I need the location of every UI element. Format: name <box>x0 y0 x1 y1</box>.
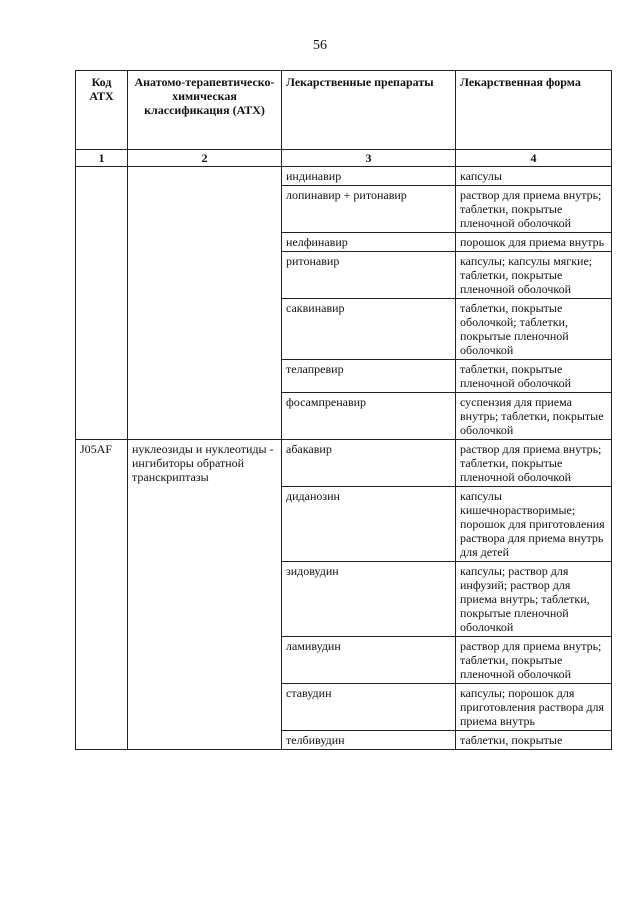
drug-name-cell: саквинавир <box>282 299 456 360</box>
drug-name-cell: индинавир <box>282 167 456 186</box>
dosage-form-cell: капсулы <box>456 167 612 186</box>
column-number: 3 <box>282 150 456 167</box>
header-dosage-form: Лекарственная форма <box>456 71 612 150</box>
drug-name-cell: диданозин <box>282 487 456 562</box>
column-number: 1 <box>76 150 128 167</box>
header-atc-classification: Анатомо-терапевтическо-химическая классификация (АТХ) <box>128 71 282 150</box>
dosage-form-cell: суспензия для приема внутрь; таблетки, покрытые оболочкой <box>456 393 612 440</box>
drug-name-cell: ставудин <box>282 684 456 731</box>
header-atc-code: Код АТХ <box>76 71 128 150</box>
atc-drug-table <box>75 70 612 750</box>
dosage-form-cell: порошок для приема внутрь <box>456 233 612 252</box>
drug-name-cell: фосампренавир <box>282 393 456 440</box>
atc-code-cell <box>76 167 128 440</box>
atc-code-cell: J05AF <box>76 440 128 750</box>
drug-name-cell: телапревир <box>282 360 456 393</box>
drug-name-cell: телбивудин <box>282 731 456 750</box>
drug-name-cell: зидовудин <box>282 562 456 637</box>
dosage-form-cell: капсулы кишечнорастворимые; порошок для приготовления раствора для приема внутрь для детей <box>456 487 612 562</box>
atc-classification-cell <box>128 167 282 440</box>
page-number: 56 <box>313 38 327 53</box>
dosage-form-cell: таблетки, покрытые <box>456 731 612 750</box>
table-row <box>76 167 612 186</box>
dosage-form-cell: таблетки, покрытые оболочкой; таблетки, покрытые пленочной оболочкой <box>456 299 612 360</box>
dosage-form-cell: раствор для приема внутрь; таблетки, покрытые пленочной оболочкой <box>456 186 612 233</box>
drug-name-cell: ритонавир <box>282 252 456 299</box>
table-row <box>76 440 612 487</box>
dosage-form-cell: раствор для приема внутрь; таблетки, покрытые пленочной оболочкой <box>456 637 612 684</box>
atc-classification-cell: нуклеозиды и нуклеотиды - ингибиторы обратной транскриптазы <box>128 440 282 750</box>
dosage-form-cell: капсулы; капсулы мягкие; таблетки, покрытые пленочной оболочкой <box>456 252 612 299</box>
drug-name-cell: ламивудин <box>282 637 456 684</box>
dosage-form-cell: капсулы; порошок для приготовления раствора для приема внутрь <box>456 684 612 731</box>
column-number: 2 <box>128 150 282 167</box>
dosage-form-cell: капсулы; раствор для инфузий; раствор для приема внутрь; таблетки, покрытые пленочной оболочкой <box>456 562 612 637</box>
column-number-row <box>76 150 612 167</box>
header-row <box>76 71 612 150</box>
drug-name-cell: абакавир <box>282 440 456 487</box>
column-number: 4 <box>456 150 612 167</box>
drug-name-cell: нелфинавир <box>282 233 456 252</box>
header-drugs: Лекарственные препараты <box>282 71 456 150</box>
drug-name-cell: лопинавир + ритонавир <box>282 186 456 233</box>
dosage-form-cell: раствор для приема внутрь; таблетки, покрытые пленочной оболочкой <box>456 440 612 487</box>
dosage-form-cell: таблетки, покрытые пленочной оболочкой <box>456 360 612 393</box>
